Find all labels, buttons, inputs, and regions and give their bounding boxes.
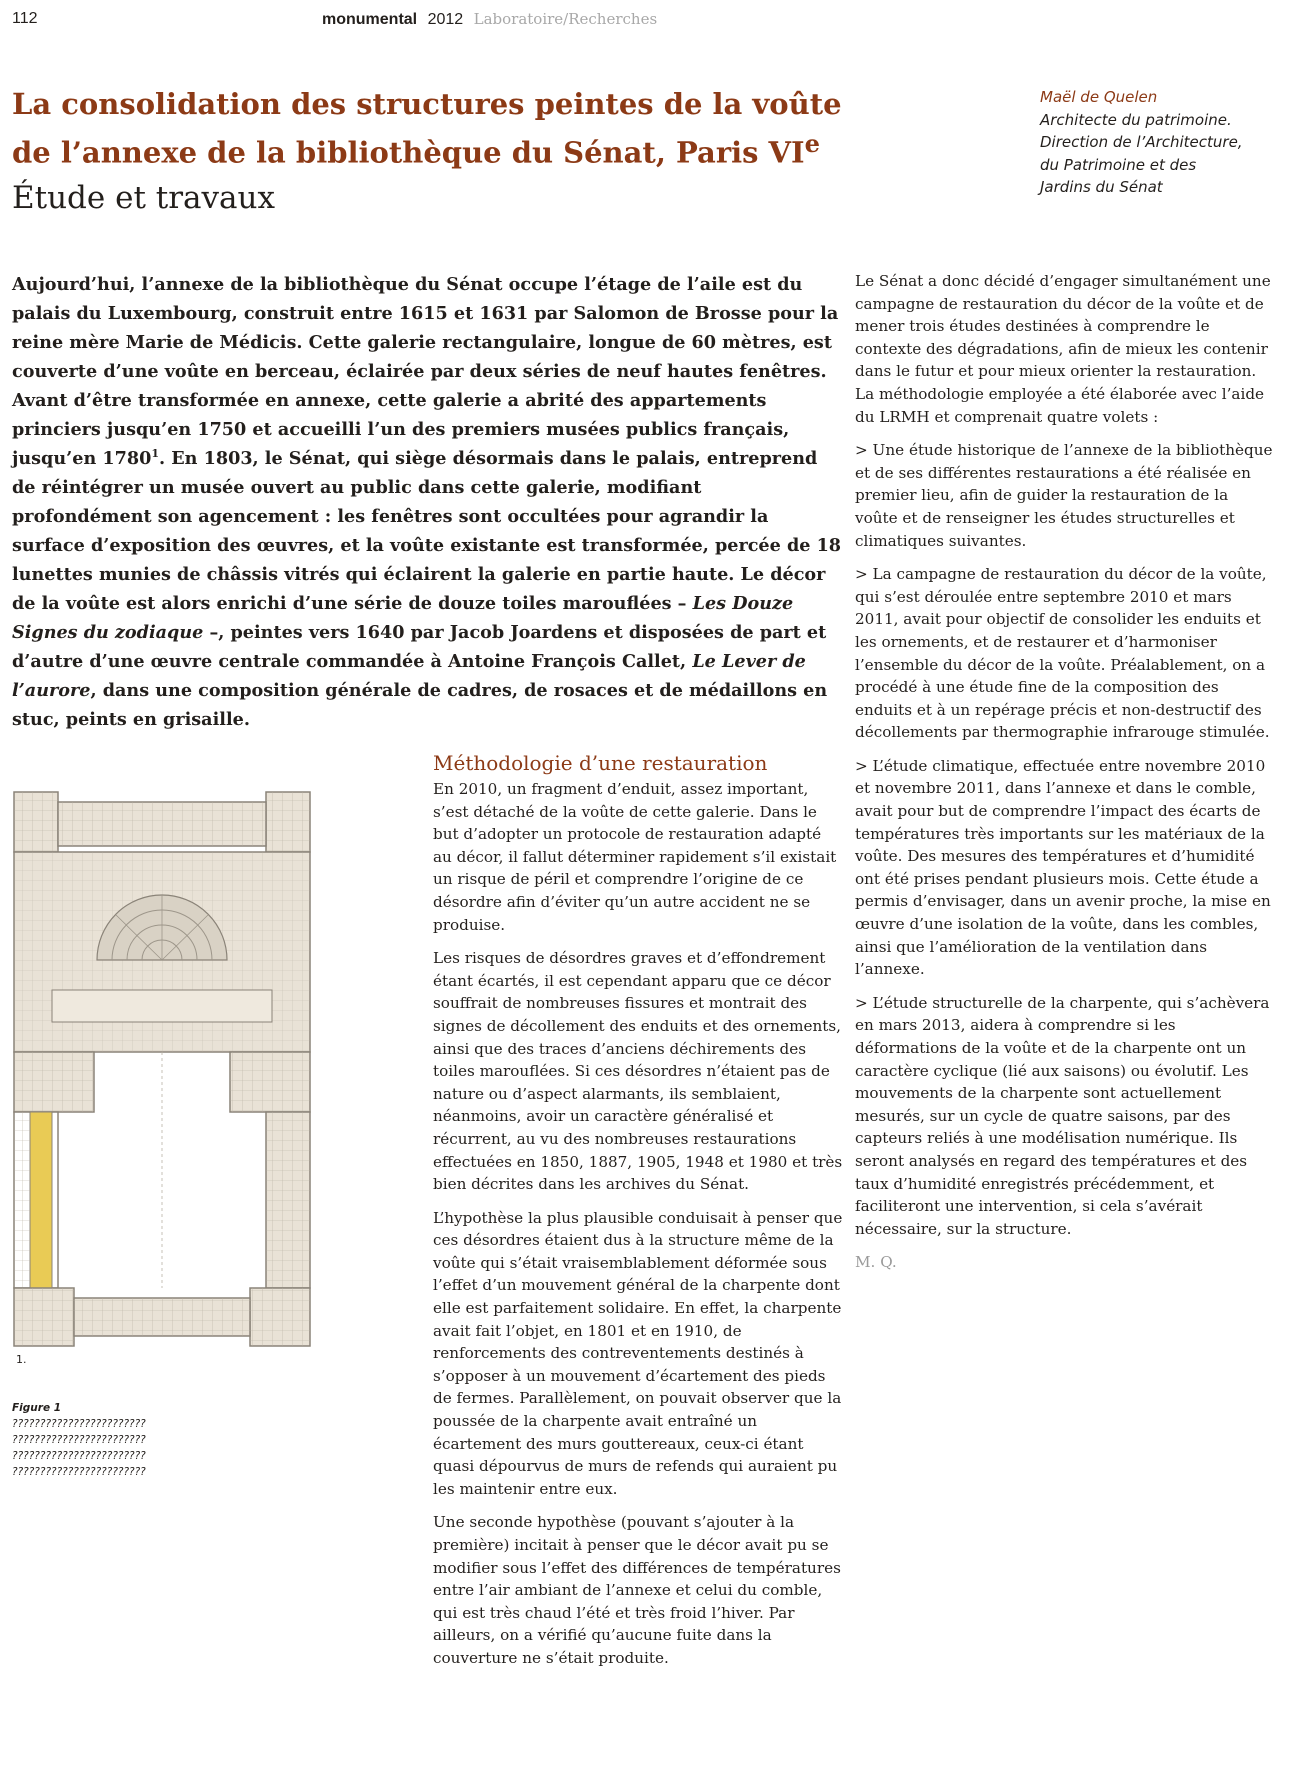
magazine-name: monumental bbox=[322, 11, 418, 28]
body-paragraph: En 2010, un fragment d’enduit, assez important, s’est détaché de la voûte de cette galerie. Dans le but d’adopter un protocole de restauration adapté au décor, il fallut déterminer rapidement s’il existait un risque de péril et comprendre l’origine de ce désordre afin d’éviter qu’un autre accident ne se produise. bbox=[433, 780, 837, 934]
lead-text: . En 1803, le Sénat, qui siège désormais dans le palais, entreprend de réintégrer un musée ouvert au public dans cette galerie, modifiant profondément son agencement : les fenêtres sont occultées pour agrandir la surface d’exposition des œuvres, et la voûte existante est transformée, percée de 18 lunettes munies de châssis vitrés qui éclairent la galerie en partie haute. Le décor de la voûte est alors enrichi d’une série de douze toiles marouflées – bbox=[12, 448, 842, 614]
caption-title: Figure 1 bbox=[12, 1402, 62, 1414]
artwork-title: Le Lever de l’aurore bbox=[12, 651, 806, 701]
caption-line: ???????????????????????? bbox=[12, 1466, 146, 1478]
author-signature: M. Q. bbox=[855, 1253, 897, 1272]
caption-line: ???????????????????????? bbox=[12, 1434, 146, 1446]
author-role-line: Architecte du patrimoine. bbox=[1040, 110, 1232, 129]
floor-plan-image bbox=[12, 790, 312, 1350]
lead-text: , dans une composition générale de cadres, de rosaces et de médaillons en stuc, peints en grisaille. bbox=[12, 680, 828, 730]
figure-number: 1. bbox=[16, 1353, 27, 1366]
title-line-1: La consolidation des structures peintes de la voûte bbox=[12, 87, 842, 121]
running-header bbox=[12, 10, 1288, 32]
author-role-line: Direction de l’Architecture, bbox=[1040, 133, 1243, 151]
author-name: Maël de Quelen bbox=[1040, 88, 1158, 106]
author-block bbox=[1040, 86, 1290, 199]
body-column-2 bbox=[433, 750, 843, 1681]
body-paragraph: > L’étude climatique, effectuée entre novembre 2010 et novembre 2011, dans l’annexe et dans le comble, avait pour but de comprendre l’impact des écarts de températures très importants sur les matériaux de la voûte. Des mesures des températures et d’humidité ont été prises pendant plusieurs mois. Cette étude a permis d’envisager, dans un avenir proche, la mise en œuvre d’une isolation de la voûte, dans les combles, ainsi que l’amélioration de la ventilation dans l’annexe. bbox=[855, 756, 1271, 979]
lead-text: Aujourd’hui, l’annexe de la bibliothèque du Sénat occupe l’étage de l’aile est du palais du Luxembourg, construit entre 1615 et 1631 par Salomon de Brosse pour la reine mère Marie de Médicis. Cette galerie rectangulaire, longue de 60 mètres, est couverte d’une voûte en berceau, éclairée par deux séries de neuf hautes fenêtres. Avant d’être transformée en annexe, cette galerie a abrité des appartements princiers jusqu’en 1750 et accueilli l’un des premiers musées publics français, jusqu’en 1780 bbox=[12, 274, 839, 469]
author-role-line: du Patrimoine et des bbox=[1040, 155, 1197, 174]
section-heading: Méthodologie d’une restauration bbox=[433, 751, 768, 775]
title-line-2: de l’annexe de la bibliothèque du Sénat, Paris VI bbox=[12, 135, 805, 170]
article-subtitle: Étude et travaux bbox=[12, 180, 275, 216]
body-paragraph: Les risques de désordres graves et d’effondrement étant écartés, il est cependant apparu que ce décor souffrait de nombreuses fissures et montrait des signes de décollement des enduits et des ornements, ainsi que des traces d’anciens déchirements des toiles marouflées. Si ces désordres n’étaient pas de nature ou d’aspect alarmants, ils semblaient, néanmoins, avoir un caractère généralisé et récurrent, au vu des nombreuses restaurations effectuées en 1850, 1887, 1905, 1948 et 1980 et très bien décrites dans les archives du Sénat. bbox=[433, 949, 843, 1194]
section-name: Laboratoire/Recherches bbox=[473, 10, 658, 28]
body-paragraph: > La campagne de restauration du décor de la voûte, qui s’est déroulée entre septembre 2010 et mars 2011, avait pour objectif de consolider les enduits et les ornements, et de restaurer et d’harmoniser l’ensemble du décor de la voûte. Préalablement, on a procédé à une étude fine de la composition des enduits et à un repérage précis et non-destructif des décollements par thermographie infrarouge stimulée. bbox=[855, 565, 1270, 742]
issue-year: 2012 bbox=[427, 11, 464, 28]
title-superscript: e bbox=[804, 129, 820, 158]
running-title bbox=[322, 10, 657, 29]
page-number: 112 bbox=[12, 10, 38, 27]
caption-line: ???????????????????????? bbox=[12, 1450, 146, 1462]
lead-paragraph bbox=[12, 270, 842, 734]
lead-text: –, peintes vers 1640 par Jacob Joardens et disposées de part et d’autre d’une œuvre centrale commandée à Antoine François Callet, bbox=[12, 622, 827, 672]
body-paragraph: > L’étude structurelle de la charpente, qui s’achèvera en mars 2013, aidera à comprendre si les déformations de la voûte et de la charpente ont un caractère cyclique (lié aux saisons) ou évolutif. Les mouvements de la charpente sont actuellement mesurés, sur un cycle de quatre saisons, par des capteurs reliés à une modélisation numérique. Ils seront analysés en regard des températures et des taux d’humidité enregistrés précédemment, et faciliteront une intervention, si cela s’avérait nécessaire, sur la structure. bbox=[855, 993, 1270, 1238]
body-paragraph: L’hypothèse la plus plausible conduisait à penser que ces désordres étaient dus à la structure même de la voûte qui s’était vraisemblablement déformée sous l’effet d’un mouvement général de la charpente dont elle est parfaitement solidaire. En effet, la charpente avait fait l’objet, en 1801 et en 1910, de renforcements des contreventements destinés à s’opposer à un mouvement d’écartement des pieds de fermes. Parallèlement, on pouvait observer que la poussée de la charpente avait entraîné un écartement des murs gouttereaux, ceux-ci étant quasi dépourvus de murs de refends qui auraient pu les maintenir entre eux. bbox=[433, 1208, 843, 1498]
caption-line: ???????????????????????? bbox=[12, 1418, 146, 1430]
author-role-line: Jardins du Sénat bbox=[1040, 178, 1163, 196]
body-paragraph: > Une étude historique de l’annexe de la bibliothèque et de ses différentes restaurations a été réalisée en premier lieu, afin de guider la restauration de la voûte et de renseigner les études structurelles et climatiques suivantes. bbox=[855, 441, 1273, 550]
article-title bbox=[12, 84, 872, 173]
floor-plan-figure bbox=[12, 790, 312, 1350]
artwork-title: Les Douze Signes du zodiaque bbox=[12, 593, 794, 643]
figure-caption bbox=[12, 1400, 212, 1480]
body-paragraph: Le Sénat a donc décidé d’engager simultanément une campagne de restauration du décor de la voûte et de mener trois études destinées à comprendre le contexte des dégradations, afin de mieux les contenir dans le futur et pour mieux orienter la restauration. La méthodologie employée a été élaborée avec l’aide du LRMH et comprenait quatre volets : bbox=[855, 272, 1271, 426]
plan-south-wing bbox=[14, 1288, 310, 1346]
body-paragraph: Une seconde hypothèse (pouvant s’ajouter à la première) incitait à penser que le décor avait pu se modifier sous l’effet des différences de températures entre l’air ambiant de l’annexe et celui du comble, qui est très chaud l’été et très froid l’hiver. Par ailleurs, on a vérifié qu’aucune fuite dans la couverture ne s’était produite. bbox=[433, 1513, 841, 1667]
footnote-marker: 1 bbox=[151, 447, 160, 461]
body-column-3 bbox=[855, 270, 1275, 1285]
